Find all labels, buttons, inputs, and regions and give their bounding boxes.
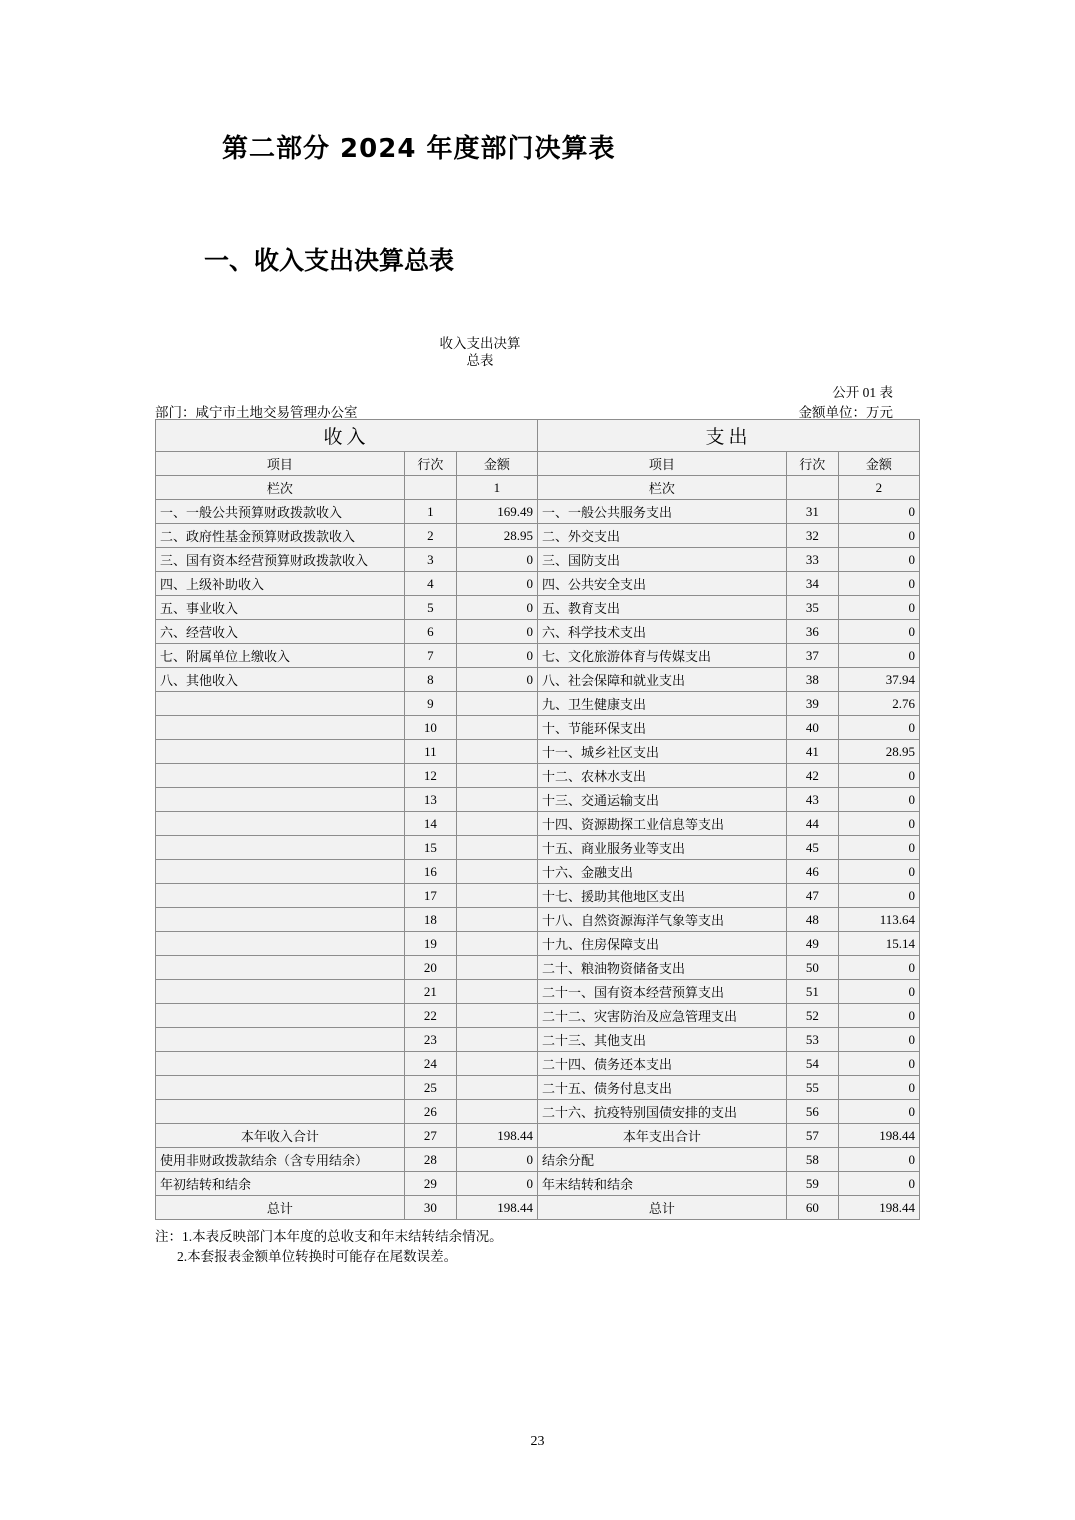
income-amount-cell <box>456 788 537 812</box>
income-line-cell: 19 <box>404 932 456 956</box>
expenditure-item-cell: 十七、援助其他地区支出 <box>537 884 786 908</box>
expenditure-item-cell: 二十三、其他支出 <box>537 1028 786 1052</box>
expenditure-item-cell: 六、科学技术支出 <box>537 620 786 644</box>
expenditure-item-cell: 八、社会保障和就业支出 <box>537 668 786 692</box>
expenditure-item-cell: 十三、交通运输支出 <box>537 788 786 812</box>
income-amount-cell <box>456 908 537 932</box>
part-title: 第二部分 2024 年度部门决算表 <box>222 134 616 164</box>
income-amount-cell <box>456 980 537 1004</box>
expenditure-amount-cell: 0 <box>838 1028 919 1052</box>
income-item-cell <box>156 692 405 716</box>
expenditure-item-cell: 十四、资源勘探工业信息等支出 <box>537 812 786 836</box>
income-item-cell <box>156 884 405 908</box>
expenditure-amount-cell: 0 <box>838 1148 919 1172</box>
table-notes <box>155 1227 1075 1267</box>
expenditure-line-cell: 34 <box>786 572 838 596</box>
income-amount-cell <box>456 956 537 980</box>
expenditure-amount-cell: 0 <box>838 860 919 884</box>
table-group-header-row <box>156 420 920 452</box>
expenditure-item-cell: 二十六、抗疫特别国债安排的支出 <box>537 1100 786 1124</box>
expenditure-line-cell: 54 <box>786 1052 838 1076</box>
expenditure-line-cell: 43 <box>786 788 838 812</box>
expenditure-line-cell: 57 <box>786 1124 838 1148</box>
expenditure-item-cell: 年末结转和结余 <box>537 1172 786 1196</box>
expenditure-item-cell: 一、一般公共服务支出 <box>537 500 786 524</box>
income-line-cell: 29 <box>404 1172 456 1196</box>
income-line-cell: 1 <box>404 500 456 524</box>
income-amount-cell <box>456 1004 537 1028</box>
expenditure-line-cell: 48 <box>786 908 838 932</box>
col-header-income-line: 行次 <box>404 452 456 476</box>
expenditure-item-cell: 二十一、国有资本经营预算支出 <box>537 980 786 1004</box>
income-item-cell: 二、政府性基金预算财政拨款收入 <box>156 524 405 548</box>
expenditure-item-cell: 十六、金融支出 <box>537 860 786 884</box>
income-item-cell <box>156 764 405 788</box>
expenditure-amount-cell: 0 <box>838 500 919 524</box>
income-line-cell: 2 <box>404 524 456 548</box>
income-amount-cell: 169.49 <box>456 500 537 524</box>
table-row <box>156 884 920 908</box>
expenditure-line-cell: 37 <box>786 644 838 668</box>
income-amount-cell: 0 <box>456 620 537 644</box>
expenditure-line-cell: 47 <box>786 884 838 908</box>
income-amount-cell <box>456 1028 537 1052</box>
expenditure-line-cell: 46 <box>786 860 838 884</box>
expenditure-item-cell: 十二、农林水支出 <box>537 764 786 788</box>
income-item-cell <box>156 716 405 740</box>
column-index-blank-income <box>404 476 456 500</box>
column-index-label-expenditure: 栏次 <box>537 476 786 500</box>
expenditure-amount-cell: 2.76 <box>838 692 919 716</box>
expenditure-item-cell: 本年支出合计 <box>537 1124 786 1148</box>
income-line-cell: 7 <box>404 644 456 668</box>
expenditure-line-cell: 45 <box>786 836 838 860</box>
expenditure-amount-cell: 0 <box>838 1076 919 1100</box>
income-line-cell: 30 <box>404 1196 456 1220</box>
income-line-cell: 10 <box>404 716 456 740</box>
table-row <box>156 1172 920 1196</box>
income-line-cell: 3 <box>404 548 456 572</box>
table-caption: 收入支出决算总表 <box>439 336 521 368</box>
income-line-cell: 14 <box>404 812 456 836</box>
expenditure-amount-cell: 198.44 <box>838 1124 919 1148</box>
expenditure-amount-cell: 28.95 <box>838 740 919 764</box>
column-index-income: 1 <box>456 476 537 500</box>
income-item-cell <box>156 1052 405 1076</box>
expenditure-item-cell: 二、外交支出 <box>537 524 786 548</box>
page-number: 23 <box>530 1434 545 1449</box>
table-row <box>156 980 920 1004</box>
expenditure-amount-cell: 0 <box>838 716 919 740</box>
expenditure-line-cell: 58 <box>786 1148 838 1172</box>
expenditure-line-cell: 31 <box>786 500 838 524</box>
expenditure-item-cell: 十九、住房保障支出 <box>537 932 786 956</box>
income-line-cell: 13 <box>404 788 456 812</box>
income-line-cell: 25 <box>404 1076 456 1100</box>
income-item-cell <box>156 860 405 884</box>
expenditure-amount-cell: 0 <box>838 1100 919 1124</box>
expenditure-line-cell: 39 <box>786 692 838 716</box>
income-amount-cell <box>456 932 537 956</box>
income-amount-cell <box>456 812 537 836</box>
form-code: 公开 01 表 <box>832 385 893 400</box>
expenditure-amount-cell: 0 <box>838 956 919 980</box>
expenditure-amount-cell: 0 <box>838 596 919 620</box>
income-item-cell: 四、上级补助收入 <box>156 572 405 596</box>
income-line-cell: 28 <box>404 1148 456 1172</box>
table-row <box>156 836 920 860</box>
income-line-cell: 15 <box>404 836 456 860</box>
income-amount-cell <box>456 1052 537 1076</box>
expenditure-line-cell: 44 <box>786 812 838 836</box>
income-line-cell: 26 <box>404 1100 456 1124</box>
income-item-cell <box>156 788 405 812</box>
income-item-cell: 使用非财政拨款结余（含专用结余） <box>156 1148 405 1172</box>
expenditure-item-cell: 二十五、债务付息支出 <box>537 1076 786 1100</box>
income-line-cell: 17 <box>404 884 456 908</box>
expenditure-item-cell: 十、节能环保支出 <box>537 716 786 740</box>
table-row <box>156 1028 920 1052</box>
income-amount-cell <box>456 1076 537 1100</box>
amount-unit: 金额单位：万元 <box>798 405 893 420</box>
expenditure-amount-cell: 0 <box>838 1052 919 1076</box>
expenditure-amount-cell: 0 <box>838 548 919 572</box>
col-header-expenditure-item: 项目 <box>537 452 786 476</box>
table-row <box>156 1052 920 1076</box>
income-amount-cell: 0 <box>456 548 537 572</box>
income-item-cell <box>156 932 405 956</box>
table-row <box>156 548 920 572</box>
note-line-2: 2.本套报表金额单位转换时可能存在尾数误差。 <box>177 1249 458 1264</box>
income-item-cell <box>156 1004 405 1028</box>
expenditure-amount-cell: 0 <box>838 524 919 548</box>
income-item-cell <box>156 836 405 860</box>
note-line-1: 注：1.本表反映部门本年度的总收支和年末结转结余情况。 <box>155 1229 503 1244</box>
column-index-expenditure: 2 <box>838 476 919 500</box>
expenditure-line-cell: 38 <box>786 668 838 692</box>
expenditure-line-cell: 49 <box>786 932 838 956</box>
table-row <box>156 692 920 716</box>
table-row <box>156 932 920 956</box>
expenditure-line-cell: 51 <box>786 980 838 1004</box>
expenditure-amount-cell: 0 <box>838 644 919 668</box>
table-row <box>156 1100 920 1124</box>
income-line-cell: 21 <box>404 980 456 1004</box>
table-row <box>156 788 920 812</box>
table-row <box>156 644 920 668</box>
income-line-cell: 22 <box>404 1004 456 1028</box>
department-label: 部门：咸宁市土地交易管理办公室 <box>155 405 358 420</box>
expenditure-amount-cell: 0 <box>838 812 919 836</box>
table-row <box>156 524 920 548</box>
income-item-cell: 一、一般公共预算财政拨款收入 <box>156 500 405 524</box>
income-amount-cell: 0 <box>456 596 537 620</box>
table-row <box>156 1076 920 1100</box>
section-title: 一、收入支出决算总表 <box>204 246 455 275</box>
expenditure-amount-cell: 0 <box>838 884 919 908</box>
expenditure-item-cell: 总计 <box>537 1196 786 1220</box>
expenditure-line-cell: 59 <box>786 1172 838 1196</box>
expenditure-item-cell: 七、文化旅游体育与传媒支出 <box>537 644 786 668</box>
column-index-label-income: 栏次 <box>156 476 405 500</box>
income-line-cell: 8 <box>404 668 456 692</box>
expenditure-line-cell: 42 <box>786 764 838 788</box>
income-item-cell <box>156 1028 405 1052</box>
expenditure-line-cell: 55 <box>786 1076 838 1100</box>
income-amount-cell <box>456 836 537 860</box>
expenditure-amount-cell: 113.64 <box>838 908 919 932</box>
table-column-index-row <box>156 476 920 500</box>
income-amount-cell: 28.95 <box>456 524 537 548</box>
income-amount-cell <box>456 860 537 884</box>
income-amount-cell: 0 <box>456 644 537 668</box>
expenditure-amount-cell: 0 <box>838 836 919 860</box>
income-amount-cell: 0 <box>456 1172 537 1196</box>
income-amount-cell <box>456 884 537 908</box>
table-row <box>156 764 920 788</box>
expenditure-line-cell: 33 <box>786 548 838 572</box>
table-row <box>156 1004 920 1028</box>
income-item-cell: 本年收入合计 <box>156 1124 405 1148</box>
table-row <box>156 740 920 764</box>
expenditure-item-cell: 三、国防支出 <box>537 548 786 572</box>
income-item-cell <box>156 908 405 932</box>
expenditure-line-cell: 40 <box>786 716 838 740</box>
expenditure-amount-cell: 0 <box>838 572 919 596</box>
expenditure-amount-cell: 198.44 <box>838 1196 919 1220</box>
income-line-cell: 16 <box>404 860 456 884</box>
table-row <box>156 1196 920 1220</box>
table-row <box>156 668 920 692</box>
expenditure-item-cell: 十一、城乡社区支出 <box>537 740 786 764</box>
income-item-cell: 年初结转和结余 <box>156 1172 405 1196</box>
income-item-cell <box>156 812 405 836</box>
table-row <box>156 908 920 932</box>
income-line-cell: 11 <box>404 740 456 764</box>
income-item-cell <box>156 956 405 980</box>
income-item-cell: 六、经营收入 <box>156 620 405 644</box>
income-amount-cell <box>456 1100 537 1124</box>
expenditure-amount-cell: 0 <box>838 1004 919 1028</box>
expenditure-item-cell: 九、卫生健康支出 <box>537 692 786 716</box>
table-row <box>156 716 920 740</box>
income-item-cell <box>156 1076 405 1100</box>
expenditure-amount-cell: 0 <box>838 980 919 1004</box>
income-line-cell: 9 <box>404 692 456 716</box>
table-column-header-row <box>156 452 920 476</box>
expenditure-amount-cell: 0 <box>838 788 919 812</box>
expenditure-line-cell: 32 <box>786 524 838 548</box>
expenditure-line-cell: 35 <box>786 596 838 620</box>
expenditure-item-cell: 二十、粮油物资储备支出 <box>537 956 786 980</box>
expenditure-item-cell: 二十二、灾害防治及应急管理支出 <box>537 1004 786 1028</box>
expenditure-item-cell: 十五、商业服务业等支出 <box>537 836 786 860</box>
table-row <box>156 860 920 884</box>
income-item-cell <box>156 980 405 1004</box>
expenditure-line-cell: 36 <box>786 620 838 644</box>
table-row <box>156 620 920 644</box>
income-line-cell: 5 <box>404 596 456 620</box>
expenditure-line-cell: 60 <box>786 1196 838 1220</box>
income-item-cell: 七、附属单位上缴收入 <box>156 644 405 668</box>
income-line-cell: 4 <box>404 572 456 596</box>
revenue-expenditure-final-accounts-table <box>155 419 920 1220</box>
income-amount-cell: 198.44 <box>456 1124 537 1148</box>
table-row <box>156 596 920 620</box>
col-header-income-amount: 金额 <box>456 452 537 476</box>
table-row <box>156 572 920 596</box>
expenditure-item-cell: 二十四、债务还本支出 <box>537 1052 786 1076</box>
column-index-blank-expenditure <box>786 476 838 500</box>
expenditure-line-cell: 41 <box>786 740 838 764</box>
income-item-cell: 总计 <box>156 1196 405 1220</box>
expenditure-item-cell: 四、公共安全支出 <box>537 572 786 596</box>
col-header-income-item: 项目 <box>156 452 405 476</box>
table-meta <box>0 381 1075 419</box>
expenditure-line-cell: 53 <box>786 1028 838 1052</box>
table-row <box>156 500 920 524</box>
table-row <box>156 956 920 980</box>
income-item-cell: 五、事业收入 <box>156 596 405 620</box>
income-line-cell: 24 <box>404 1052 456 1076</box>
income-amount-cell <box>456 692 537 716</box>
income-amount-cell: 0 <box>456 572 537 596</box>
expenditure-item-cell: 结余分配 <box>537 1148 786 1172</box>
income-amount-cell <box>456 716 537 740</box>
income-amount-cell: 0 <box>456 668 537 692</box>
income-line-cell: 12 <box>404 764 456 788</box>
expenditure-item-cell: 十八、自然资源海洋气象等支出 <box>537 908 786 932</box>
income-amount-cell: 0 <box>456 1148 537 1172</box>
table-row <box>156 812 920 836</box>
income-amount-cell <box>456 740 537 764</box>
expenditure-amount-cell: 0 <box>838 1172 919 1196</box>
income-line-cell: 18 <box>404 908 456 932</box>
expenditure-line-cell: 56 <box>786 1100 838 1124</box>
income-item-cell: 三、国有资本经营预算财政拨款收入 <box>156 548 405 572</box>
col-header-expenditure-line: 行次 <box>786 452 838 476</box>
income-line-cell: 20 <box>404 956 456 980</box>
table-row <box>156 1148 920 1172</box>
income-item-cell <box>156 740 405 764</box>
income-amount-cell: 198.44 <box>456 1196 537 1220</box>
expenditure-line-cell: 52 <box>786 1004 838 1028</box>
group-header-expenditure: 支出 <box>537 420 919 452</box>
expenditure-amount-cell: 37.94 <box>838 668 919 692</box>
income-line-cell: 23 <box>404 1028 456 1052</box>
expenditure-item-cell: 五、教育支出 <box>537 596 786 620</box>
table-row <box>156 1124 920 1148</box>
income-line-cell: 6 <box>404 620 456 644</box>
income-line-cell: 27 <box>404 1124 456 1148</box>
group-header-income: 收入 <box>156 420 538 452</box>
income-amount-cell <box>456 764 537 788</box>
income-item-cell <box>156 1100 405 1124</box>
expenditure-line-cell: 50 <box>786 956 838 980</box>
income-item-cell: 八、其他收入 <box>156 668 405 692</box>
expenditure-amount-cell: 15.14 <box>838 932 919 956</box>
expenditure-amount-cell: 0 <box>838 620 919 644</box>
expenditure-amount-cell: 0 <box>838 764 919 788</box>
col-header-expenditure-amount: 金额 <box>838 452 919 476</box>
